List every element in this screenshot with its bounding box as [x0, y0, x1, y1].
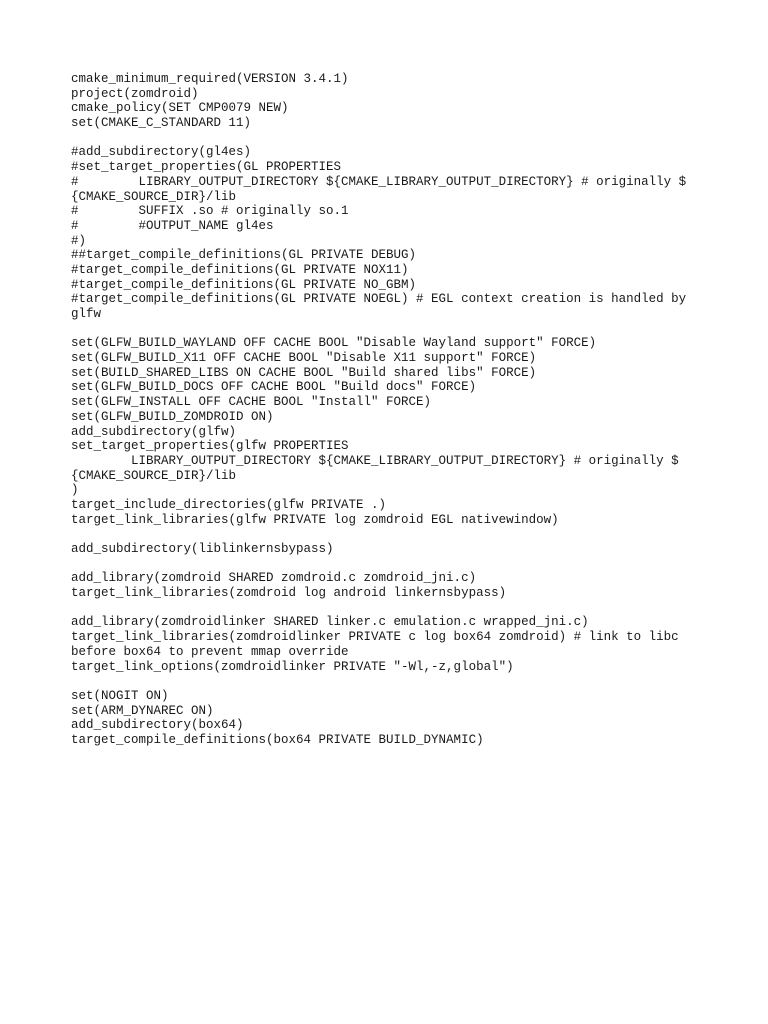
code-line: #add_subdirectory(gl4es) [71, 145, 252, 160]
code-line: add_subdirectory(glfw) [71, 424, 237, 439]
code-line: set(BUILD_SHARED_LIBS ON CACHE BOOL "Build shared libs" FORCE) [71, 365, 537, 380]
code-line: target_link_options(zomdroidlinker PRIVATE "-Wl,-z,global") [71, 659, 514, 674]
code-line: #) [71, 233, 87, 248]
code-line: set_target_properties(glfw PROPERTIES [71, 439, 349, 454]
code-line [71, 601, 711, 616]
code-line: #target_compile_definitions(GL PRIVATE NOX11) [71, 262, 409, 277]
code-line: set(CMAKE_C_STANDARD 11) [71, 116, 252, 131]
code-line: #target_compile_definitions(GL PRIVATE NO_GBM) [71, 277, 417, 292]
code-line: {CMAKE_SOURCE_DIR}/lib [71, 468, 237, 483]
code-line: # LIBRARY_OUTPUT_DIRECTORY ${CMAKE_LIBRARY_OUTPUT_DIRECTORY} # originally $ [71, 174, 687, 189]
code-line: {CMAKE_SOURCE_DIR}/lib [71, 189, 237, 204]
code-line: target_link_libraries(zomdroid log android linkernsbypass) [71, 586, 507, 601]
code-line: ) [71, 483, 79, 498]
code-line [71, 527, 711, 542]
code-line: set(GLFW_BUILD_X11 OFF CACHE BOOL "Disable X11 support" FORCE) [71, 351, 537, 366]
code-line: glfw [71, 307, 102, 321]
code-line: # #OUTPUT_NAME gl4es [71, 218, 274, 233]
code-line: #set_target_properties(GL PROPERTIES [71, 160, 342, 175]
code-line: add_library(zomdroidlinker SHARED linker.c emulation.c wrapped_jni.c) [71, 615, 589, 630]
code-line: ##target_compile_definitions(GL PRIVATE DEBUG) [71, 248, 417, 263]
code-line: target_compile_definitions(box64 PRIVATE BUILD_DYNAMIC) [71, 732, 484, 747]
code-line: set(GLFW_BUILD_DOCS OFF CACHE BOOL "Build docs" FORCE) [71, 380, 477, 395]
code-line: project(zomdroid) [71, 86, 199, 101]
code-line: target_link_libraries(zomdroidlinker PRIVATE c log box64 zomdroid) # link to libc [71, 630, 679, 645]
code-listing [71, 72, 711, 748]
code-line: # SUFFIX .so # originally so.1 [71, 204, 349, 219]
code-line: target_link_libraries(glfw PRIVATE log zomdroid EGL nativewindow) [71, 512, 559, 527]
code-line: set(ARM_DYNAREC ON) [71, 703, 214, 718]
code-line: set(GLFW_BUILD_ZOMDROID ON) [71, 409, 274, 424]
code-line: set(GLFW_INSTALL OFF CACHE BOOL "Install" FORCE) [71, 395, 432, 410]
code-line [71, 674, 711, 689]
code-line: cmake_minimum_required(VERSION 3.4.1) [71, 72, 349, 86]
code-line: add_subdirectory(liblinkernsbypass) [71, 542, 334, 556]
code-line: cmake_policy(SET CMP0079 NEW) [71, 101, 289, 116]
code-line: LIBRARY_OUTPUT_DIRECTORY ${CMAKE_LIBRARY_OUTPUT_DIRECTORY} # originally $ [71, 453, 679, 468]
code-line [71, 557, 711, 572]
code-line: add_library(zomdroid SHARED zomdroid.c zomdroid_jni.c) [71, 571, 477, 586]
code-line: before box64 to prevent mmap override [71, 644, 349, 659]
code-line [71, 131, 711, 146]
code-line: add_subdirectory(box64) [71, 718, 244, 733]
code-line [71, 322, 711, 337]
code-line: target_include_directories(glfw PRIVATE .) [71, 497, 387, 512]
code-line: set(NOGIT ON) [71, 688, 169, 703]
code-line: set(GLFW_BUILD_WAYLAND OFF CACHE BOOL "Disable Wayland support" FORCE) [71, 336, 597, 351]
code-line: #target_compile_definitions(GL PRIVATE NOEGL) # EGL context creation is handled by [71, 292, 687, 307]
